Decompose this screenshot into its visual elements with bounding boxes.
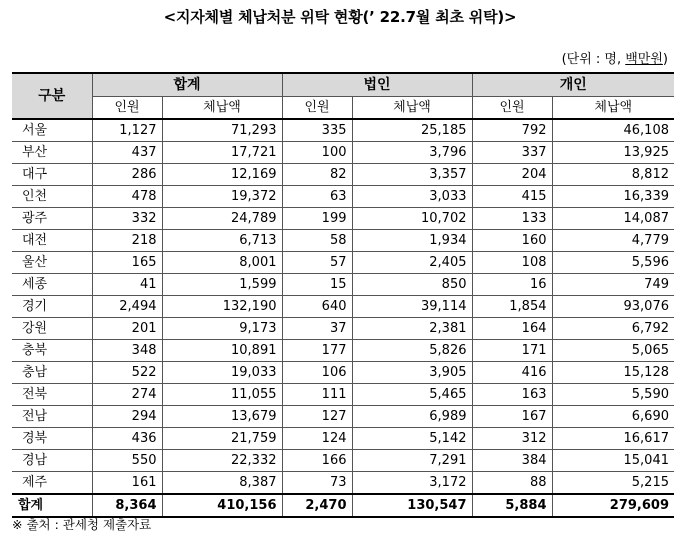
- table-row: [12, 230, 674, 252]
- region-cell: 전남: [12, 406, 92, 428]
- value-cell: 9,173: [162, 318, 282, 340]
- value-cell: 8,001: [162, 252, 282, 274]
- value-cell: 13,679: [162, 406, 282, 428]
- value-cell: 3,172: [352, 472, 472, 495]
- region-cell: 경기: [12, 296, 92, 318]
- value-cell: 63: [282, 186, 352, 208]
- unit-label: [562, 48, 668, 67]
- region-cell: 대구: [12, 164, 92, 186]
- value-cell: 25,185: [352, 119, 472, 142]
- value-cell: 19,372: [162, 186, 282, 208]
- value-cell: 16,339: [552, 186, 674, 208]
- header-sub: 체납액: [552, 97, 674, 120]
- value-cell: 522: [92, 362, 162, 384]
- value-cell: 163: [472, 384, 552, 406]
- value-cell: 13,925: [552, 142, 674, 164]
- value-cell: 384: [472, 450, 552, 472]
- value-cell: 2,381: [352, 318, 472, 340]
- value-cell: 3,357: [352, 164, 472, 186]
- value-cell: 415: [472, 186, 552, 208]
- region-cell: 합계: [12, 494, 92, 517]
- value-cell: 161: [92, 472, 162, 495]
- value-cell: 286: [92, 164, 162, 186]
- value-cell: 171: [472, 340, 552, 362]
- region-cell: 경남: [12, 450, 92, 472]
- unit-suffix: ): [662, 52, 668, 67]
- header-sub: 인원: [472, 97, 552, 120]
- header-sub: 인원: [92, 97, 162, 120]
- value-cell: 108: [472, 252, 552, 274]
- value-cell: 4,779: [552, 230, 674, 252]
- unit-prefix: (단위 : 명,: [561, 52, 626, 67]
- table-row: [12, 318, 674, 340]
- value-cell: 16,617: [552, 428, 674, 450]
- value-cell: 640: [282, 296, 352, 318]
- value-cell: 133: [472, 208, 552, 230]
- region-cell: 충남: [12, 362, 92, 384]
- table-header: [12, 73, 674, 119]
- value-cell: 132,190: [162, 296, 282, 318]
- value-cell: 8,387: [162, 472, 282, 495]
- table-row: [12, 450, 674, 472]
- value-cell: 410,156: [162, 494, 282, 517]
- value-cell: 792: [472, 119, 552, 142]
- table-row: [12, 428, 674, 450]
- region-cell: 전북: [12, 384, 92, 406]
- value-cell: 218: [92, 230, 162, 252]
- header-sub: 체납액: [352, 97, 472, 120]
- value-cell: 22,332: [162, 450, 282, 472]
- value-cell: 166: [282, 450, 352, 472]
- table-row: [12, 119, 674, 142]
- value-cell: 8,812: [552, 164, 674, 186]
- region-cell: 제주: [12, 472, 92, 495]
- region-cell: 서울: [12, 119, 92, 142]
- table-row: [12, 340, 674, 362]
- source-note: ※ 출처 : 관세청 제출자료: [12, 517, 152, 532]
- table-row: [12, 142, 674, 164]
- value-cell: 5,215: [552, 472, 674, 495]
- value-cell: 274: [92, 384, 162, 406]
- region-cell: 강원: [12, 318, 92, 340]
- region-cell: 경북: [12, 428, 92, 450]
- value-cell: 10,702: [352, 208, 472, 230]
- header-gubun: 구분: [12, 73, 92, 119]
- table-row: [12, 406, 674, 428]
- table-row: [12, 362, 674, 384]
- header-group-corporate: 법인: [282, 73, 472, 97]
- table-row: [12, 296, 674, 318]
- value-cell: 124: [282, 428, 352, 450]
- value-cell: 3,796: [352, 142, 472, 164]
- value-cell: 164: [472, 318, 552, 340]
- value-cell: 177: [282, 340, 352, 362]
- value-cell: 5,065: [552, 340, 674, 362]
- value-cell: 39,114: [352, 296, 472, 318]
- value-cell: 199: [282, 208, 352, 230]
- value-cell: 1,854: [472, 296, 552, 318]
- value-cell: 6,792: [552, 318, 674, 340]
- value-cell: 1,127: [92, 119, 162, 142]
- value-cell: 312: [472, 428, 552, 450]
- value-cell: 204: [472, 164, 552, 186]
- value-cell: 167: [472, 406, 552, 428]
- unit-underlined: 백만원: [625, 52, 663, 67]
- value-cell: 58: [282, 230, 352, 252]
- value-cell: 2,470: [282, 494, 352, 517]
- value-cell: 5,826: [352, 340, 472, 362]
- value-cell: 279,609: [552, 494, 674, 517]
- value-cell: 478: [92, 186, 162, 208]
- table-row: [12, 186, 674, 208]
- value-cell: 2,405: [352, 252, 472, 274]
- value-cell: 127: [282, 406, 352, 428]
- value-cell: 100: [282, 142, 352, 164]
- value-cell: 337: [472, 142, 552, 164]
- header-group-individual: 개인: [472, 73, 674, 97]
- value-cell: 201: [92, 318, 162, 340]
- value-cell: 57: [282, 252, 352, 274]
- value-cell: 3,033: [352, 186, 472, 208]
- value-cell: 11,055: [162, 384, 282, 406]
- value-cell: 21,759: [162, 428, 282, 450]
- value-cell: 10,891: [162, 340, 282, 362]
- value-cell: 41: [92, 274, 162, 296]
- value-cell: 416: [472, 362, 552, 384]
- value-cell: 19,033: [162, 362, 282, 384]
- value-cell: 14,087: [552, 208, 674, 230]
- value-cell: 1,599: [162, 274, 282, 296]
- header-sub: 인원: [282, 97, 352, 120]
- page-title: <지자체별 체납처분 위탁 현황(’ 22.7월 최초 위탁)>: [163, 8, 517, 26]
- value-cell: 3,905: [352, 362, 472, 384]
- value-cell: 130,547: [352, 494, 472, 517]
- value-cell: 749: [552, 274, 674, 296]
- value-cell: 15,041: [552, 450, 674, 472]
- region-cell: 대전: [12, 230, 92, 252]
- value-cell: 165: [92, 252, 162, 274]
- table-row: [12, 274, 674, 296]
- value-cell: 6,989: [352, 406, 472, 428]
- value-cell: 16: [472, 274, 552, 296]
- total-row: [12, 494, 674, 517]
- region-cell: 인천: [12, 186, 92, 208]
- value-cell: 111: [282, 384, 352, 406]
- value-cell: 5,142: [352, 428, 472, 450]
- value-cell: 1,934: [352, 230, 472, 252]
- value-cell: 7,291: [352, 450, 472, 472]
- region-cell: 부산: [12, 142, 92, 164]
- table-row: [12, 384, 674, 406]
- value-cell: 294: [92, 406, 162, 428]
- region-cell: 울산: [12, 252, 92, 274]
- table-row: [12, 472, 674, 495]
- value-cell: 24,789: [162, 208, 282, 230]
- table-row: [12, 164, 674, 186]
- value-cell: 5,884: [472, 494, 552, 517]
- value-cell: 437: [92, 142, 162, 164]
- table-row: [12, 208, 674, 230]
- value-cell: 8,364: [92, 494, 162, 517]
- value-cell: 850: [352, 274, 472, 296]
- value-cell: 71,293: [162, 119, 282, 142]
- value-cell: 82: [282, 164, 352, 186]
- value-cell: 73: [282, 472, 352, 495]
- value-cell: 160: [472, 230, 552, 252]
- value-cell: 2,494: [92, 296, 162, 318]
- value-cell: 106: [282, 362, 352, 384]
- table-body: [12, 119, 674, 517]
- value-cell: 6,690: [552, 406, 674, 428]
- value-cell: 335: [282, 119, 352, 142]
- value-cell: 5,465: [352, 384, 472, 406]
- value-cell: 12,169: [162, 164, 282, 186]
- value-cell: 5,590: [552, 384, 674, 406]
- value-cell: 88: [472, 472, 552, 495]
- region-cell: 광주: [12, 208, 92, 230]
- value-cell: 436: [92, 428, 162, 450]
- value-cell: 6,713: [162, 230, 282, 252]
- header-group-total: 합계: [92, 73, 282, 97]
- table-row: [12, 252, 674, 274]
- value-cell: 15: [282, 274, 352, 296]
- value-cell: 5,596: [552, 252, 674, 274]
- value-cell: 348: [92, 340, 162, 362]
- value-cell: 37: [282, 318, 352, 340]
- data-table: [12, 72, 674, 518]
- region-cell: 충북: [12, 340, 92, 362]
- value-cell: 46,108: [552, 119, 674, 142]
- value-cell: 332: [92, 208, 162, 230]
- value-cell: 17,721: [162, 142, 282, 164]
- value-cell: 15,128: [552, 362, 674, 384]
- value-cell: 93,076: [552, 296, 674, 318]
- value-cell: 550: [92, 450, 162, 472]
- region-cell: 세종: [12, 274, 92, 296]
- header-sub: 체납액: [162, 97, 282, 120]
